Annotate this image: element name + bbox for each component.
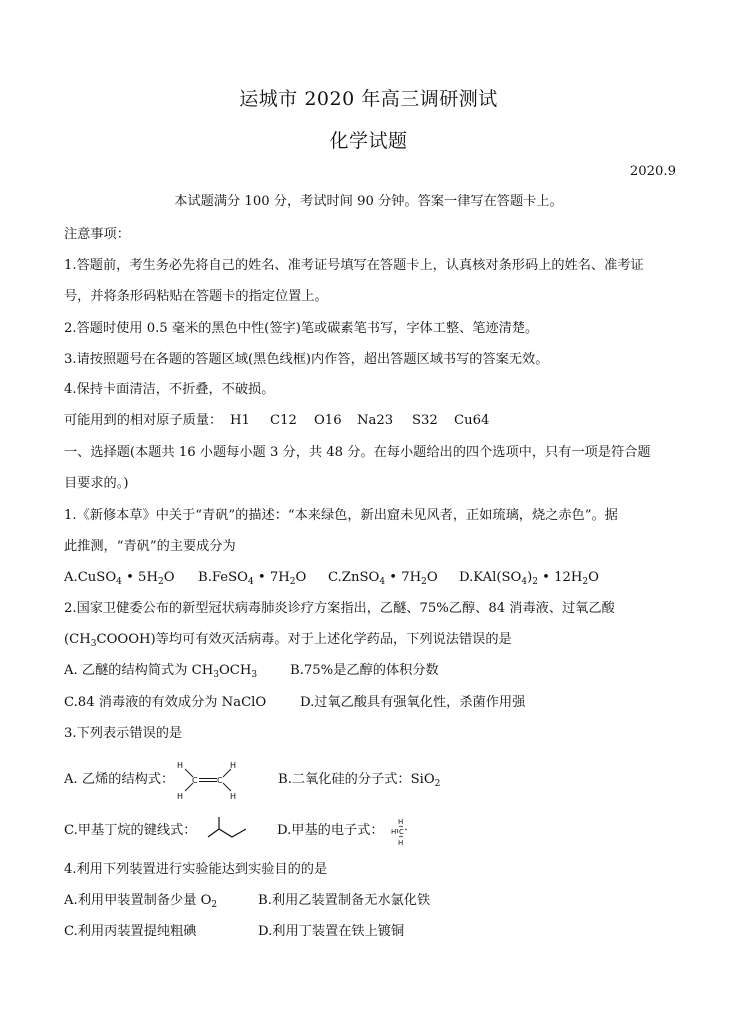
q3-option-c[interactable]: C.甲基丁烷的键线式： — [64, 823, 197, 838]
exam-date: 2020.9 — [629, 164, 676, 179]
notes-heading: 注意事项： — [64, 227, 130, 242]
q4-option-a[interactable]: A.利用甲装置制备少量 $O_2$ — [64, 893, 218, 910]
q3-option-d[interactable]: D.甲基的电子式： — [277, 823, 384, 838]
methyl-h-left: H — [391, 828, 397, 836]
q1-option-d[interactable]: $D.KAl(SO_4)_2$ • $12H_2O$ — [459, 570, 599, 587]
atomic-mass-label: 可能用到的相对原子质量： — [64, 413, 223, 428]
ethylene-structure — [172, 757, 242, 803]
atomic-mass-h: H1 — [230, 413, 250, 428]
atomic-mass-row — [64, 412, 684, 430]
q2-stem-line-1: 2.国家卫健委公布的新型冠状病毒肺炎诊疗方案指出，乙醚、75%乙醇、84 消毒液、过氧乙酸 — [64, 601, 615, 616]
q3-option-a[interactable]: A. 乙烯的结构式： — [64, 772, 175, 787]
notes-item-1-line-1: 1.答题前，考生务必先将自己的姓名、准考证号填写在答题卡上，认真核对条形码上的姓名、准考证 — [64, 258, 644, 273]
exam-title: 运城市 2020 年高三调研测试 — [239, 88, 498, 110]
atomic-mass-c: C12 — [270, 413, 297, 428]
q1-option-a[interactable]: A.CuSO$_4$ • $5H_2O$ — [64, 570, 175, 587]
q1-stem-line-1: 1.《新修本草》中关于“青矾”的描述：“本来绿色，新出窟未见风者，正如琉璃，烧之赤色”。据 — [64, 508, 618, 523]
q2-option-a[interactable]: A. 乙醚的结构简式为 $CH_3OCH_3$ — [64, 663, 258, 680]
ethylene-h-1: H — [177, 761, 184, 770]
q2-option-d[interactable]: D.过氧乙酸具有强氧化性，杀菌作用强 — [300, 695, 526, 710]
q3-stem: 3.下列表示错误的是 — [64, 726, 183, 741]
atomic-mass-na: Na23 — [357, 413, 394, 428]
ethylene-c-2: C — [217, 776, 223, 785]
q1-stem-line-2: 此推测，“青矾”的主要成分为 — [64, 539, 236, 554]
methyl-h-top: H — [398, 818, 404, 826]
q2-stem-line-2: $(CH_3COOOH)$等均可有效灭活病毒。对于上述化学药品，下列说法错误的是 — [64, 632, 512, 649]
q2-option-c[interactable]: C.84 消毒液的有效成分为 NaClO — [64, 695, 267, 710]
q4-option-d[interactable]: D.利用丁装置在铁上镀铜 — [258, 924, 405, 939]
q1-options — [64, 569, 684, 587]
ethylene-c-1: C — [192, 776, 198, 785]
ethylene-h-2: H — [177, 792, 184, 801]
notes-item-4: 4.保持卡面清洁，不折叠，不破损。 — [64, 382, 275, 397]
methyl-h-bottom: H — [398, 839, 404, 847]
methylbutane-skeletal — [204, 815, 254, 845]
methyl-c: C — [399, 828, 404, 836]
notes-item-1-line-2: 号，并将条形码粘贴在答题卡的指定位置上。 — [64, 289, 328, 304]
methyl-electron-formula — [390, 817, 412, 847]
exam-intro: 本试题满分 100 分，考试时间 90 分钟。答案一律写在答题卡上。 — [174, 194, 563, 209]
atomic-mass-cu: Cu64 — [454, 413, 490, 428]
q3-option-b[interactable]: B.二氧化硅的分子式：SiO$_2$ — [278, 772, 441, 789]
notes-item-3: 3.请按照题号在各题的答题区域(黑色线框)内作答，超出答题区域书写的答案无效。 — [64, 352, 549, 367]
atomic-mass-o: O16 — [314, 413, 342, 428]
q2-option-b[interactable]: B.75%是乙醇的体积分数 — [290, 663, 439, 678]
ethylene-h-3: H — [230, 761, 237, 770]
ethylene-h-4: H — [230, 792, 237, 801]
q4-stem: 4.利用下列装置进行实验能达到实验目的的是 — [64, 862, 328, 877]
q4-option-b[interactable]: B.利用乙装置制备无水氯化铁 — [258, 893, 431, 908]
atomic-mass-s: S32 — [412, 413, 438, 428]
exam-subject: 化学试题 — [329, 130, 408, 152]
q4-option-c[interactable]: C.利用丙装置提纯粗碘 — [64, 924, 197, 939]
q1-option-c[interactable]: C.ZnSO$_4$ • $7H_2O$ — [328, 570, 438, 587]
q1-option-b[interactable]: B.FeSO$_4$ • $7H_2O$ — [198, 570, 307, 587]
notes-item-2: 2.答题时使用 0.5 毫米的黑色中性(签字)笔或碳素笔书写，字体工整、笔迹清楚。 — [64, 321, 539, 336]
section-1-line-1: 一、选择题(本题共 16 小题每小题 3 分，共 48 分。在每小题给出的四个选项中，只有一项是符合题 — [64, 445, 651, 460]
section-1-line-2: 目要求的。) — [64, 476, 129, 491]
